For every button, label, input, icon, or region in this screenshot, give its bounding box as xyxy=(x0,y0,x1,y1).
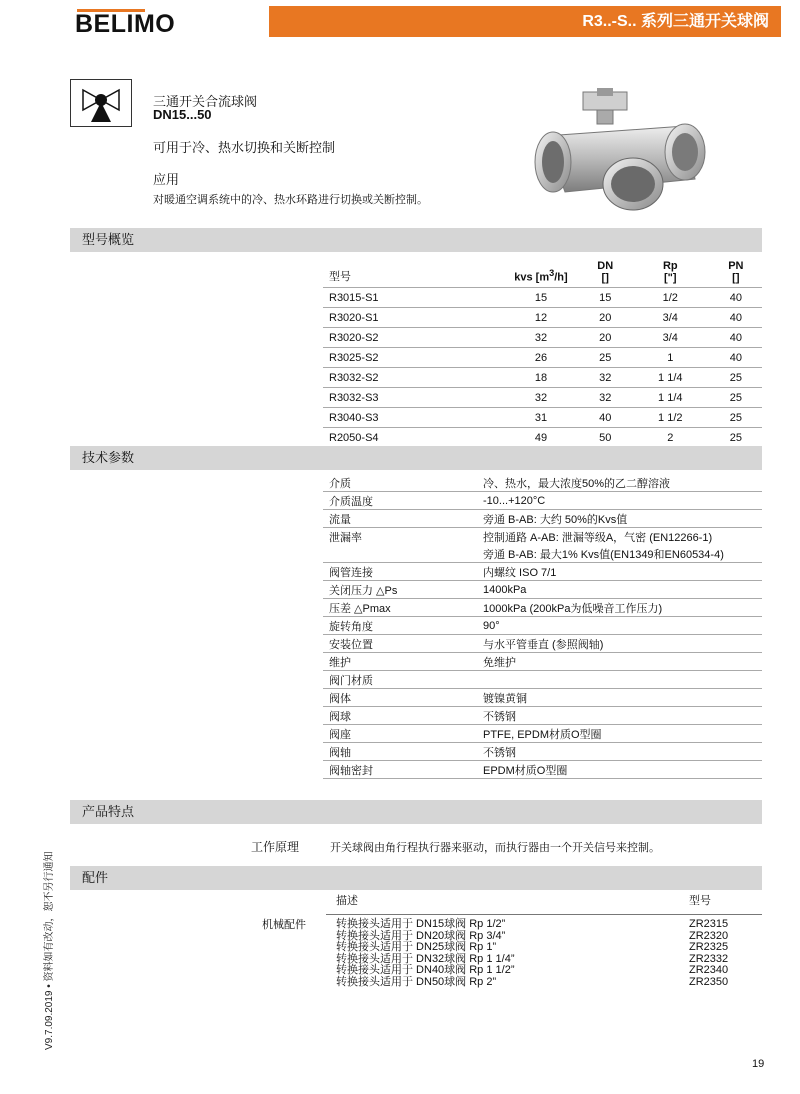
spec-row: 泄漏率 控制通路 A-AB: 泄漏等级A，气密 (EN12266-1) xyxy=(329,531,713,544)
spec-row: 介质温度 -10...+120°C xyxy=(323,492,762,510)
col-description: 描述 xyxy=(326,894,689,915)
table-row: R3032-S3 32 32 1 1/4 25 xyxy=(323,388,762,408)
spec-row: 压差 △Pmax 1000kPa (200kPa为低噪音工作压力) xyxy=(323,599,762,617)
spec-row: 流量 旁通 B-AB: 大约 50%的Kvs值 xyxy=(323,510,762,528)
table-row: 转换接头适用于 DN40球阀 Rp 1 1/2” ZR2340 xyxy=(336,964,729,976)
product-title: 三通开关合流球阀 xyxy=(153,94,258,109)
spec-row: 维护 免维护 xyxy=(323,653,762,671)
spec-table xyxy=(323,474,762,779)
table-row: 转换接头适用于 DN32球阀 Rp 1 1/4” ZR2332 xyxy=(336,952,729,965)
features-label: 工作原理 xyxy=(251,840,300,854)
table-header-row xyxy=(323,254,762,288)
col-model: 型号 xyxy=(689,894,762,915)
dn-range: DN15...50 xyxy=(153,107,212,122)
brand-logo: BELIMO xyxy=(75,10,176,38)
spec-row: 阀门材质 xyxy=(323,671,762,689)
spec-row: 阀球 不锈钢 xyxy=(323,707,762,725)
table-row: 转换接头适用于 DN50球阀 Rp 2” ZR2350 xyxy=(336,975,729,988)
table-row: R3025-S2 26 25 1 40 xyxy=(323,348,762,368)
table-row: 转换接头适用于 DN20球阀 Rp 3/4” ZR2320 xyxy=(336,929,729,942)
col-rp: Rp ["] xyxy=(662,260,678,284)
spec-row: 安装位置 与水平管垂直 (参照阀轴) xyxy=(323,635,762,653)
spec-row: 介质 冷、热水，最大浓度50%的乙二醇溶液 xyxy=(323,474,762,492)
section-technical-data: 技术参数 xyxy=(70,446,762,470)
features-text: 开关球阀由角行程执行器来驱动，而执行器由一个开关信号来控制。 xyxy=(330,842,660,854)
table-row: 转换接头适用于 DN25球阀 Rp 1” ZR2325 xyxy=(336,941,729,953)
spec-row: 阀管连接 内螺纹 ISO 7/1 xyxy=(323,563,762,581)
table-row: R3015-S1 15 15 1/2 40 xyxy=(323,288,762,308)
section-features: 产品特点 xyxy=(70,800,762,824)
table-row: R3020-S2 32 20 3/4 40 xyxy=(323,328,762,348)
section-accessories: 配件 xyxy=(70,866,762,890)
table-header-row xyxy=(326,894,762,915)
page-title: R3..-S.. 系列三通开关球阀 xyxy=(269,6,781,37)
spec-row: 阀轴 不锈钢 xyxy=(323,743,762,761)
table-row: R3032-S2 18 32 1 1/4 25 xyxy=(323,368,762,388)
page-number: 19 xyxy=(752,1058,765,1070)
model-table xyxy=(323,254,762,448)
spec-row: 阀轴密封 EPDM材质O型圈 xyxy=(323,761,762,779)
spec-row: 阀座 PTFE, EPDM材质O型圈 xyxy=(323,725,762,743)
col-model: 型号 xyxy=(329,271,351,283)
usage-text: 可用于冷、热水切换和关断控制 xyxy=(153,140,336,155)
col-pn: PN [] xyxy=(728,260,744,284)
spec-row: 旁通 B-AB: 最大1% Kvs值(EN1349和EN60534-4) xyxy=(323,545,762,563)
spec-row: 旋转角度 90° xyxy=(323,617,762,635)
table-row: R3020-S1 12 20 3/4 40 xyxy=(323,308,762,328)
spec-row: 阀体 镀镍黄铜 xyxy=(323,689,762,707)
version-note: V9.7.09.2019 • 资料如有改动，恕不另行通知 xyxy=(44,851,55,1050)
accessories-table xyxy=(326,894,762,988)
application-text: 对暖通空调系统中的冷、热水环路进行切换或关断控制。 xyxy=(153,194,428,206)
three-way-valve-symbol-icon xyxy=(70,79,132,127)
table-row: 转换接头适用于 DN15球阀 Rp 1/2” ZR2315 xyxy=(336,918,729,930)
accessories-group-label: 机械配件 xyxy=(262,919,306,931)
section-model-overview: 型号概览 xyxy=(70,228,762,252)
table-row: R2050-S4 49 50 2 25 xyxy=(323,428,762,448)
application-heading: 应用 xyxy=(153,172,180,187)
ball-valve-image xyxy=(525,84,715,219)
spec-row: 关闭压力 △Ps 1400kPa xyxy=(323,581,762,599)
table-row: R3040-S3 31 40 1 1/2 25 xyxy=(323,408,762,428)
col-kvs: kvs $[m^3/h]$ xyxy=(514,268,568,284)
col-dn: DN [] xyxy=(597,260,614,284)
